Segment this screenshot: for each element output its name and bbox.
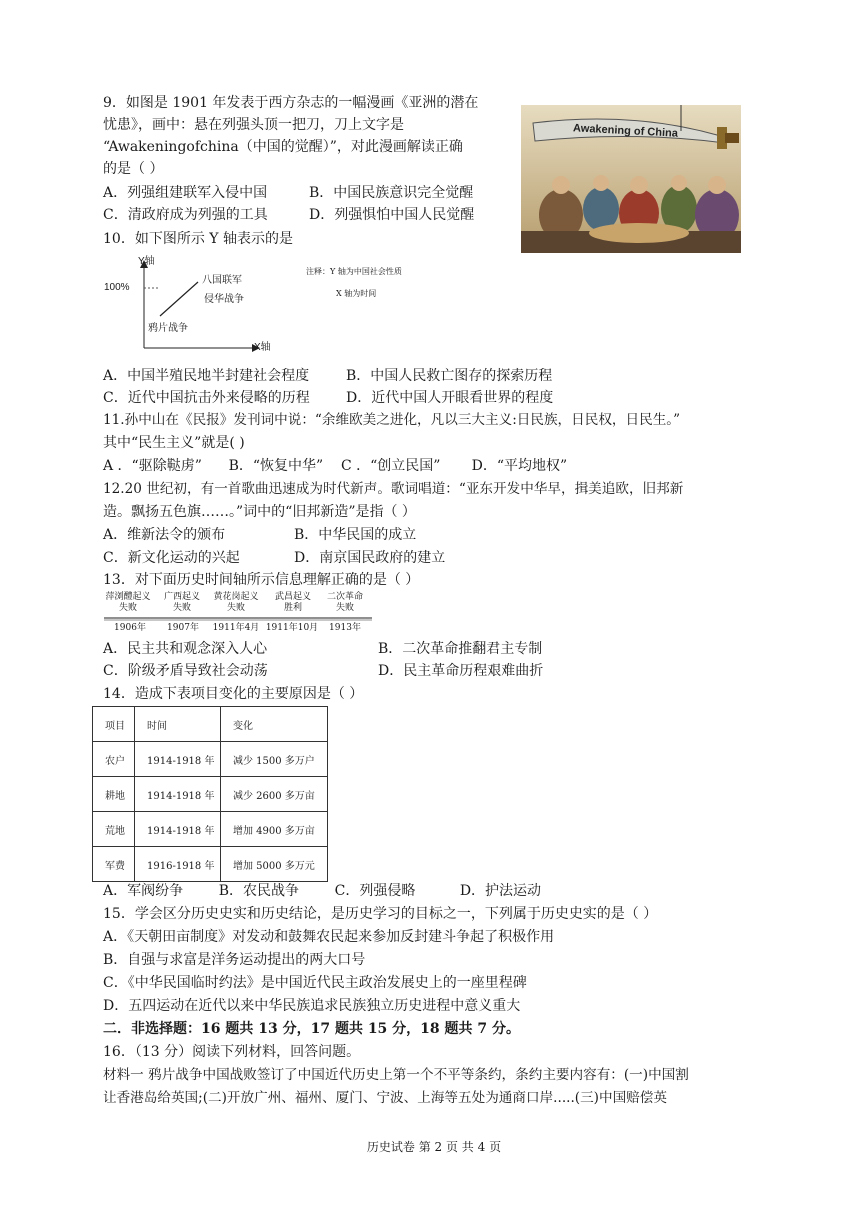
q15-option-c: C．《中华民国临时约法》是中国近代民主政治发展史上的一座里程碑 xyxy=(103,975,527,991)
q13-stem: 13．对下面历史时间轴所示信息理解正确的是（ ） xyxy=(103,572,420,588)
table-cell: 1914-1918 年 xyxy=(135,777,221,812)
q13-event-1913-name: 二次革命 xyxy=(326,592,363,602)
q13-event-1906 xyxy=(100,592,156,614)
q13-event-1907-name: 广西起义 xyxy=(163,592,200,602)
q14-stem: 14．造成下表项目变化的主要原因是（ ） xyxy=(103,686,364,702)
q13-option-d: D．民主革命历程艰难曲折 xyxy=(378,663,544,679)
q10-graph xyxy=(98,250,428,362)
q9-option-a: A．列强组建联军入侵中国 xyxy=(103,185,268,201)
table-cell: 荒地 xyxy=(93,812,135,847)
q12-option-b: B．中华民国的成立 xyxy=(294,527,417,543)
q9-line-1: 9．如图是 1901 年发表于西方杂志的一幅漫画《亚洲的潜在 xyxy=(103,95,479,111)
q10-note-1: 注释：Y 轴为中国社会性质 xyxy=(306,267,402,276)
table-header-cell: 项目 xyxy=(93,707,135,742)
q9-line-3: “Awakeningofchina（中国的觉醒）”，对此漫画解读正确 xyxy=(103,139,463,155)
q10-stem: 10．如下图所示 Y 轴表示的是 xyxy=(103,231,293,247)
q10-label-invasion: 侵华战争 xyxy=(204,294,244,305)
q16-material-line-2: 让香港岛给英国;(二)开放广州、福州、厦门、宁波、上海等五处为通商口岸.....(三)中国赔偿英 xyxy=(103,1090,667,1106)
q13-option-c: C．阶级矛盾导致社会动荡 xyxy=(103,663,268,679)
cartoon-sword-text: Awakening of China xyxy=(572,122,679,140)
q14-table xyxy=(92,706,328,882)
table-cell: 增加 4900 多万亩 xyxy=(221,812,328,847)
q13-event-1913-result: 失败 xyxy=(335,603,354,613)
q10-option-c: C．近代中国抗击外来侵略的历程 xyxy=(103,390,310,406)
q16-stem: 16．（13 分）阅读下列材料，回答问题。 xyxy=(103,1044,361,1060)
table-cell: 增加 5000 多万元 xyxy=(221,847,328,882)
q13-event-1911-apr-result: 失败 xyxy=(226,603,245,613)
q9-option-c: C．清政府成为列强的工具 xyxy=(103,207,268,223)
q10-option-b: B．中国人民救亡图存的探索历程 xyxy=(346,368,553,384)
q13-event-1907-result: 失败 xyxy=(172,603,191,613)
q12-option-d: D．南京国民政府的建立 xyxy=(294,550,446,566)
q10-label-eight-nation: 八国联军 xyxy=(202,275,242,286)
q10-option-d: D．近代中国人开眼看世界的程度 xyxy=(346,390,554,406)
q13-event-1911-apr-name: 黄花岗起义 xyxy=(213,592,259,602)
q13-year-1907: 1907年 xyxy=(167,623,199,633)
q13-event-1906-result: 失败 xyxy=(118,603,137,613)
q10-y-tick: 100% xyxy=(104,282,130,293)
q9-line-2: 忧患》，画中：悬在列强头顶一把刀，刀上文字是 xyxy=(103,117,404,133)
q16-material-line-1: 材料一 鸦片战争中国战败签订了中国近代历史上第一个不平等条约，条约主要内容有：(一)中国割 xyxy=(103,1067,689,1083)
q13-event-1906-name: 萍浏醴起义 xyxy=(105,592,151,602)
table-row xyxy=(93,777,328,812)
table-cell: 1916-1918 年 xyxy=(135,847,221,882)
q15-option-d: D．五四运动在近代以来中华民族追求民族独立历史进程中意义重大 xyxy=(103,998,521,1014)
q10-note-2: X 轴为时间 xyxy=(336,289,377,298)
q11-options: A ．“驱除鞑虏” B．“恢复中华” C ．“创立民国” D．“平均地权” xyxy=(103,458,568,474)
q13-event-1911-apr xyxy=(208,592,264,614)
cartoon-image xyxy=(521,105,741,253)
q10-label-opium-war: 鸦片战争 xyxy=(148,323,188,334)
q15-option-b: B．自强与求富是洋务运动提出的两大口号 xyxy=(103,952,366,968)
table-header-cell: 时间 xyxy=(135,707,221,742)
q10-option-a: A．中国半殖民地半封建社会程度 xyxy=(103,368,310,384)
table-cell: 减少 2600 多万亩 xyxy=(221,777,328,812)
q12-line-2: 造。飘扬五色旗……。”词中的“旧邦新造”是指（ ） xyxy=(103,504,416,520)
q10-x-axis-label: X轴 xyxy=(254,342,271,353)
q9-option-d: D．列强惧怕中国人民觉醒 xyxy=(309,207,475,223)
q11-line-1: 11.孙中山在《民报》发刊词中说：“余维欧美之进化，凡以三大主义:日民族，日民权，日民生。” xyxy=(103,412,681,428)
q12-option-a: A．维新法令的颁布 xyxy=(103,527,226,543)
q13-event-1913 xyxy=(318,592,372,614)
table-cell: 减少 1500 多万户 xyxy=(221,742,328,777)
q15-option-a: A．《天朝田亩制度》对发动和鼓舞农民起来参加反封建斗争起了积极作用 xyxy=(103,929,555,945)
q9-line-4: 的是（ ） xyxy=(103,161,164,177)
table-cell: 1914-1918 年 xyxy=(135,742,221,777)
table-row xyxy=(93,812,328,847)
section-heading: 二．非选择题：16 题共 13 分，17 题共 15 分，18 题共 7 分。 xyxy=(103,1021,521,1037)
q13-option-a: A．民主共和观念深入人心 xyxy=(103,641,268,657)
page-footer: 历史试卷 第 2 页 共 4 页 xyxy=(366,1140,502,1154)
table-header-row xyxy=(93,707,328,742)
table-header-cell: 变化 xyxy=(221,707,328,742)
table-row xyxy=(93,742,328,777)
q13-timeline xyxy=(100,591,376,637)
q13-event-1911-oct xyxy=(268,592,318,614)
q13-event-1911-oct-result: 胜利 xyxy=(283,603,302,613)
q13-year-1906: 1906年 xyxy=(114,623,146,633)
q13-year-1911-oct: 1911年10月 xyxy=(265,623,319,633)
q13-year-1911-apr: 1911年4月 xyxy=(212,623,260,633)
table-cell: 耕地 xyxy=(93,777,135,812)
q10-y-axis-label: Y轴 xyxy=(138,256,155,267)
table-row xyxy=(93,847,328,882)
q11-line-2: 其中“民生主义”就是( ) xyxy=(103,435,245,451)
q14-options: A．军阀纷争 B．农民战争 C．列强侵略 D．护法运动 xyxy=(103,883,542,899)
table-cell: 军费 xyxy=(93,847,135,882)
q13-option-b: B．二次革命推翻君主专制 xyxy=(378,641,543,657)
table-cell: 农户 xyxy=(93,742,135,777)
q9-option-b: B．中国民族意识完全觉醒 xyxy=(309,185,474,201)
q13-event-1907 xyxy=(156,592,208,614)
q13-event-1911-oct-name: 武昌起义 xyxy=(274,592,311,602)
q12-line-1: 12.20 世纪初，有一首歌曲迅速成为时代新声。歌词唱道：“亚东开发中华早，揖美追欧，旧邦新 xyxy=(103,481,684,497)
q15-stem: 15．学会区分历史史实和历史结论，是历史学习的目标之一，下列属于历史史实的是（ ） xyxy=(103,906,658,922)
q13-year-1913: 1913年 xyxy=(329,623,361,633)
q12-option-c: C．新文化运动的兴起 xyxy=(103,550,240,566)
table-cell: 1914-1918 年 xyxy=(135,812,221,847)
